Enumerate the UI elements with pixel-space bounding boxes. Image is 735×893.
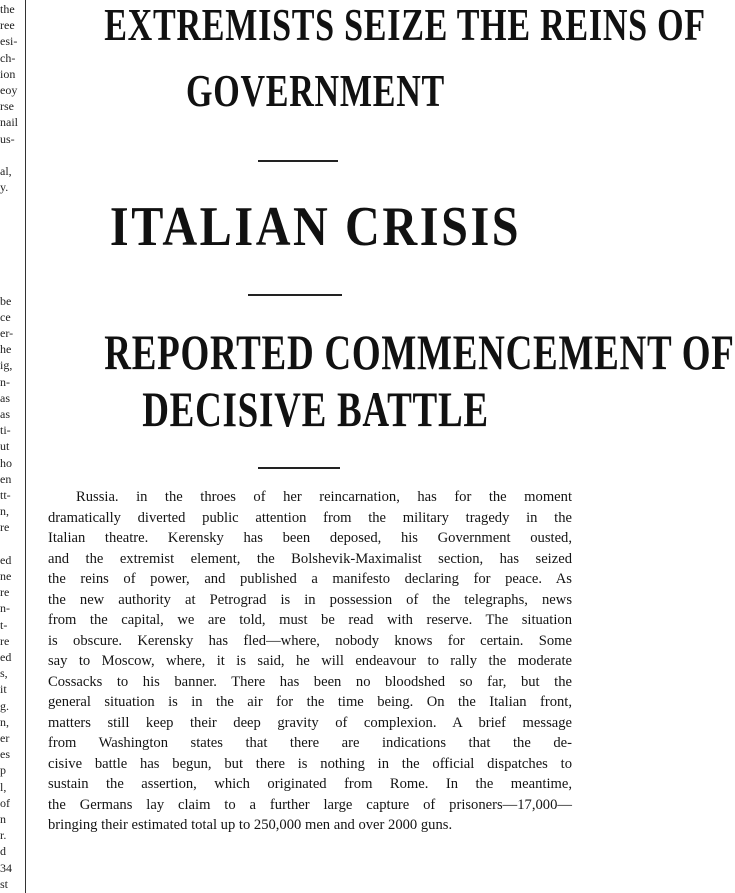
body-line: Russia. in the throes of her reincarnation, has for the moment: [76, 489, 572, 505]
separator-rule-3: [258, 467, 340, 469]
column-fragment: er: [0, 731, 10, 745]
column-fragment: p: [0, 763, 6, 778]
column-fragment: r.: [0, 828, 7, 843]
separator-rule-1: [258, 160, 338, 162]
column-fragment: st: [0, 876, 9, 891]
column-fragment: al,: [0, 164, 12, 178]
column-fragment: eoy: [0, 83, 18, 97]
column-fragment: re: [0, 633, 10, 648]
column-fragment: ut: [0, 439, 10, 454]
column-fragment: he: [0, 342, 12, 357]
body-line: from the capital, we are told, must be read with reserve. The situation: [48, 612, 572, 628]
column-fragment: ree: [0, 18, 15, 33]
column-fragment: t-: [0, 617, 8, 632]
body-line: Italian theatre. Kerensky has been deposed, his Government ousted,: [48, 530, 572, 546]
column-fragment: en: [0, 471, 12, 486]
body-line: sustain the assertion, which originated from Rome. In the meantime,: [48, 776, 572, 792]
column-fragment: of: [0, 795, 10, 810]
column-fragment: ed: [0, 552, 12, 567]
column-fragment: rse: [0, 99, 14, 114]
body-line: say to Moscow, where, it is said, he will endeavour to rally the moderate: [48, 653, 572, 669]
adjacent-column-fragments: [0, 0, 22, 893]
body-line: and the extremist element, the Bolshevik-Maximalist section, has seized: [48, 550, 572, 567]
column-fragment: re: [0, 520, 10, 535]
subhead-2-line-2: DECISIVE BATTLE: [142, 381, 489, 437]
column-fragment: ho: [0, 455, 12, 470]
headline-line-1: EXTREMISTS SEIZE THE REINS OF: [104, 0, 706, 50]
body-line: the Germans lay claim to a further large capture of prisoners—17,000—: [48, 796, 572, 813]
subhead-italian-crisis: ITALIAN CRISIS: [109, 196, 522, 258]
column-fragment: ne: [0, 569, 12, 583]
column-fragment: as: [0, 390, 10, 405]
column-fragment: ch-: [0, 50, 16, 65]
column-fragment: l,: [0, 779, 7, 794]
column-fragment: it: [0, 682, 7, 697]
column-fragment: es: [0, 747, 10, 762]
column-fragment: y.: [0, 180, 9, 195]
column-fragment: 34: [0, 860, 12, 875]
column-rule: [25, 0, 26, 893]
column-fragment: be: [0, 293, 12, 308]
column-fragment: ion: [0, 66, 16, 81]
column-fragment: d: [0, 844, 6, 859]
column-fragment: ti-: [0, 423, 11, 438]
body-line: is obscure. Kerensky has fled—where, nobody knows for certain. Some: [48, 632, 572, 649]
body-line: the new authority at Petrograd is in possession of the telegraphs, news: [48, 591, 572, 608]
column-fragment: tt-: [0, 488, 11, 502]
column-fragment: nail: [0, 115, 18, 130]
column-fragment: n-: [0, 601, 10, 616]
column-fragment: n: [0, 812, 6, 826]
subhead-2-line-1: REPORTED COMMENCEMENT OF: [104, 324, 735, 380]
column-fragment: us-: [0, 131, 15, 146]
separator-rule-2: [248, 294, 342, 296]
column-fragment: er-: [0, 326, 14, 340]
column-fragment: n-: [0, 374, 10, 389]
column-fragment: g.: [0, 698, 9, 713]
body-line: cisive battle has begun, but there is nothing in the official dispatches to: [48, 755, 572, 772]
body-line: matters still keep their deep gravity of complexion. A brief message: [48, 714, 572, 731]
body-line: from Washington states that there are indications that the de-: [48, 735, 572, 751]
article-body: [48, 487, 572, 836]
column-fragment: s,: [0, 666, 8, 681]
body-line: Cossacks to his banner. There has been no bloodshed so far, but the: [48, 673, 572, 690]
body-line: general situation is in the air for the time being. On the Italian front,: [48, 694, 572, 710]
column-fragment: re: [0, 585, 10, 600]
column-fragment: the: [0, 2, 15, 16]
column-fragment: ce: [0, 309, 11, 324]
headline-line-2: GOVERNMENT: [186, 65, 445, 116]
body-line: bringing their estimated total up to 250,000 men and over 2000 guns.: [48, 817, 453, 833]
column-fragment: ed: [0, 650, 12, 664]
body-line: dramatically diverted public attention from the military tragedy in the: [48, 509, 572, 526]
column-fragment: as: [0, 407, 10, 421]
column-fragment: esi-: [0, 34, 18, 49]
body-line: the reins of power, and published a manifesto declaring for peace. As: [48, 571, 572, 587]
column-fragment: ig,: [0, 358, 13, 373]
column-fragment: n,: [0, 504, 9, 519]
column-fragment: n,: [0, 714, 9, 729]
